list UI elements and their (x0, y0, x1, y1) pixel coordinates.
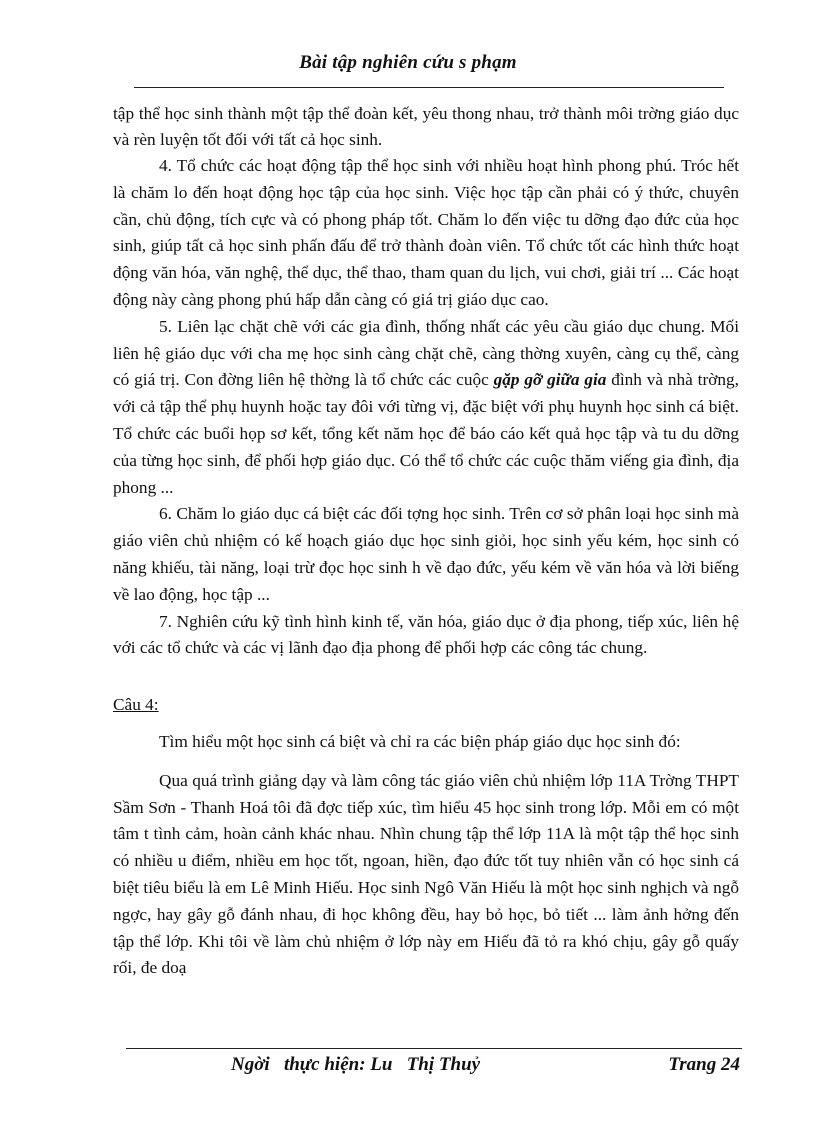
paragraph-item-7: 7. Nghiên cứu kỹ tình hình kinh tế, văn hóa, giáo dục ở địa phong, tiếp xúc, liên hệ với các tổ chức và các vị lãnh đạo địa phong để phối hợp các công tác chung. (113, 611, 739, 658)
section-heading-cau-4: Câu 4: (113, 695, 159, 715)
header-divider (134, 87, 724, 88)
document-body (113, 101, 739, 982)
footer-divider (126, 1048, 742, 1049)
paragraph-item-5 (113, 314, 739, 502)
paragraph-item-5-text-end: đình và nhà trờng, với cả tập thể phụ huynh hoặc tay đôi với từng vị, đặc biệt với phụ huynh học sinh cá biệt. Tổ chức các buổi họp sơ kết, tổng kết năm học để báo cáo kết quả học tập và tu du dỡng của từng học sinh, để phối hợp giáo dục. Có thể tổ chức các cuộc thăm viếng gia đình, địa phong ... (113, 370, 739, 497)
paragraph-item-5-text-start: 5. Liên lạc chặt chẽ với các gia đình, thống nhất các yêu cầu giáo dục chung. Mối liên hệ giáo dục với cha mẹ học sinh càng chặt chẽ, càng thờng xuyên, càng cụ thể, càng có giá trị. Con đờng liên hệ thờng là tổ chức các cuộc (113, 316, 739, 390)
footer-author: Ngời thực hiện: Lu Thị Thuỷ (231, 1054, 481, 1075)
paragraph-item-6: 6. Chăm lo giáo dục cá biệt các đối tợng học sinh. Trên cơ sở phân loại học sinh mà giáo viên chủ nhiệm có kế hoạch giáo dục học sinh giỏi, học sinh yếu kém, học sinh có năng khiếu, tài năng, loại trừ đọc học sinh h về đạo đức, yếu kém về văn hóa và lời biếng về lao động, học tập ... (113, 504, 739, 604)
footer-page-number: Trang 24 (668, 1054, 740, 1075)
paragraph-item-4: 4. Tổ chức các hoạt động tập thể học sinh với nhiều hoạt hình phong phú. Tróc hết là chăm lo đến hoạt động học tập của học sinh. Việc học tập cần phải có ý thức, chuyên cần, chủ động, tích cực và có phong pháp tốt. Chăm lo đến việc tu dỡng đạo đức của học sinh, giúp tất cả học sinh phấn đấu để trở thành đoàn viên. Tổ chức tốt các hình thức hoạt động văn hóa, văn nghệ, thể dục, thể thao, tham quan du lịch, vui chơi, giải trí ... Các hoạt động này càng phong phú hấp dẫn càng có giá trị giáo dục cao. (113, 156, 739, 309)
paragraph-answer: Qua quá trình giảng dạy và làm công tác giáo viên chủ nhiệm lớp 11A Trờng THPT Sầm Sơn - Thanh Hoá tôi đã đợc tiếp xúc, tìm hiểu 45 học sinh trong lớp. Mỗi em có một tâm t tình cảm, hoàn cảnh khác nhau. Nhìn chung tập thể lớp 11A là một tập thể học sinh có nhiều u điểm, nhiều em học tốt, ngoan, hiền, đạo đức tốt tuy nhiên vẫn có học sinh cá biệt tiêu biểu là em Lê Minh Hiếu. Học sinh Ngô Văn Hiếu là một học sinh nghịch và ngỗ ngợc, hay gây gỗ đánh nhau, đi học không đều, hay bỏ học, bỏ tiết ... làm ảnh hởng đến tập thể lớp. Khi tôi về làm chủ nhiệm ở lớp này em Hiếu đã tỏ ra khó chịu, gây gỗ quấy rối, đe doạ (113, 770, 739, 978)
question-prompt: Tìm hiểu một học sinh cá biệt và chỉ ra các biện pháp giáo dục học sinh đó: (159, 731, 681, 751)
paragraph-continuation: tập thể học sinh thành một tập thể đoàn kết, yêu thong nhau, trở thành môi trờng giáo dục và rèn luyện tốt đối với tất cả học sinh. (113, 104, 739, 149)
emphasized-phrase: gặp gỡ giữa gia (493, 370, 607, 390)
page-header-title: Bài tập nghiên cứu s phạm (299, 52, 517, 73)
